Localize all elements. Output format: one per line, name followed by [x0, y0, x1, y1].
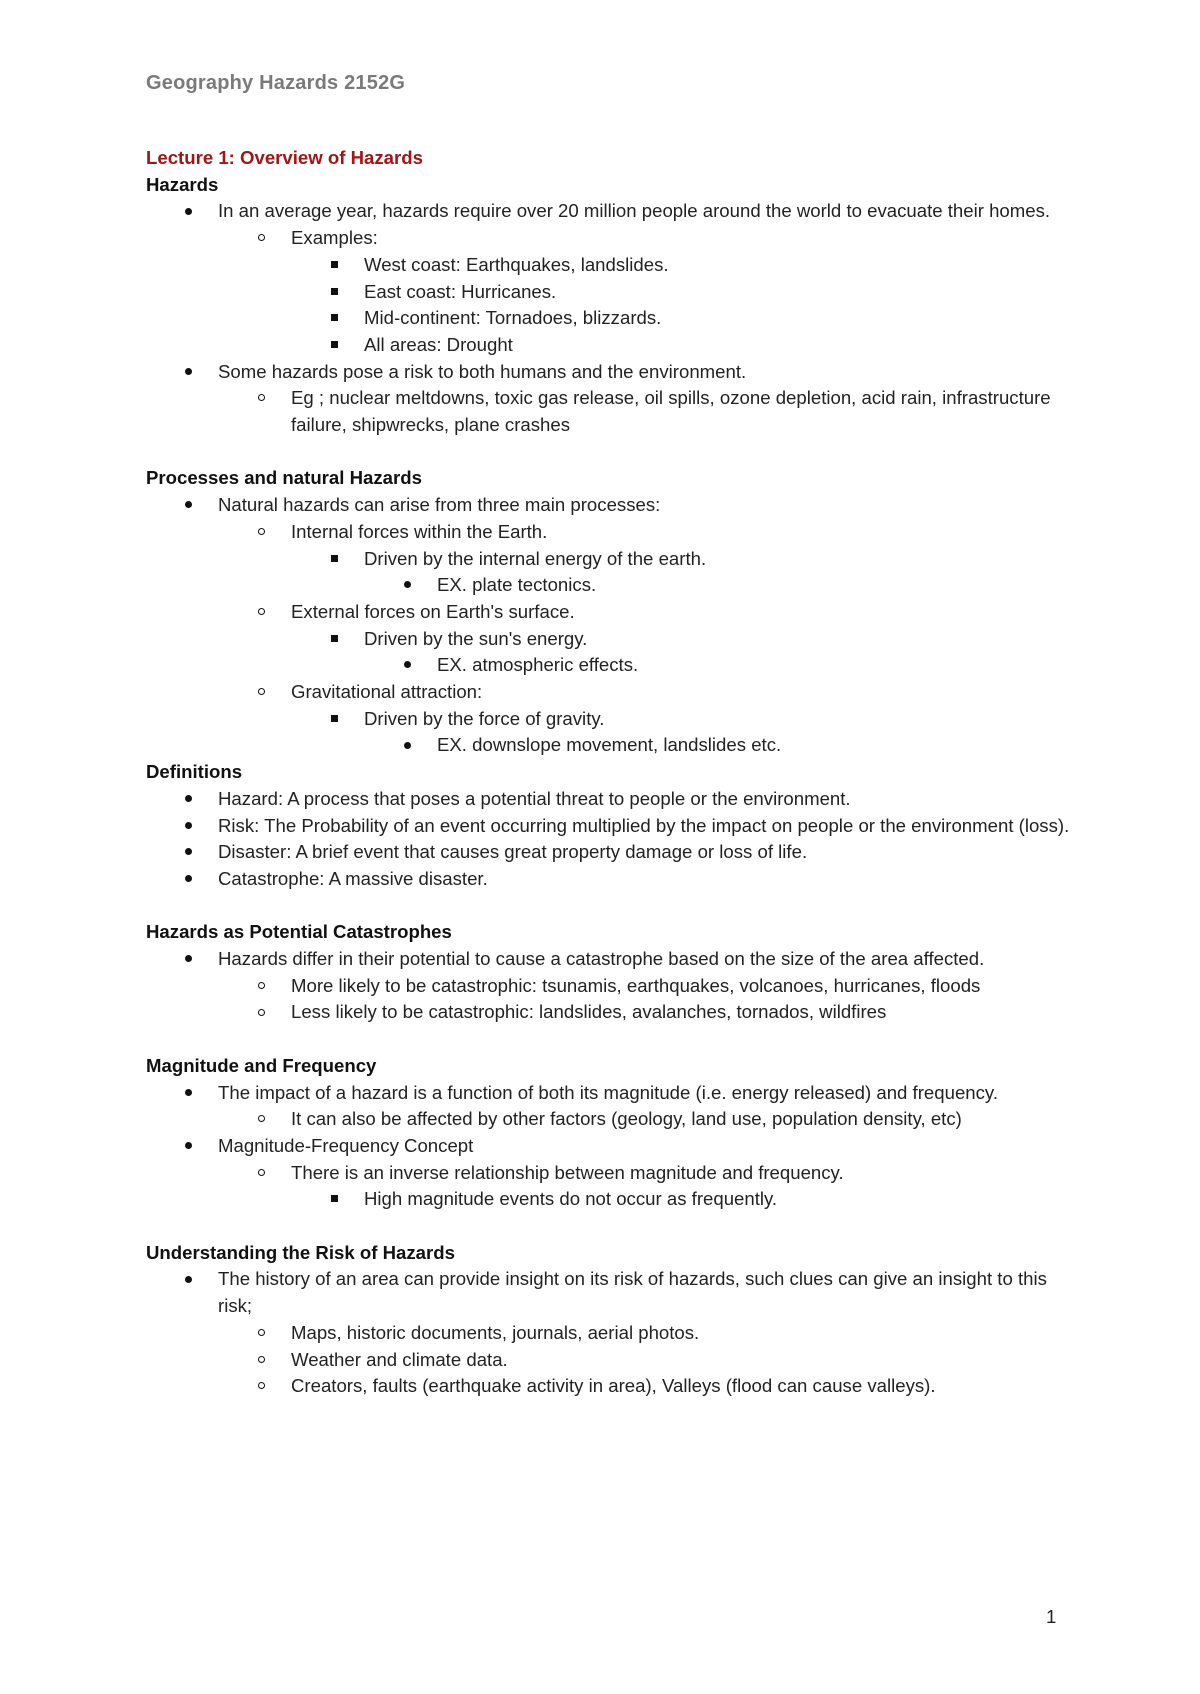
list-item-text: Weather and climate data. — [291, 1348, 508, 1370]
hollow-bullet-icon — [249, 1320, 273, 1347]
blank-line — [146, 439, 1076, 466]
list-item-text: East coast: Hurricanes. — [364, 280, 557, 302]
list-item-text: Driven by the sun's energy. — [364, 627, 588, 649]
blank-line — [146, 893, 1076, 920]
list-item — [146, 279, 1076, 306]
bullet-list — [146, 786, 1076, 893]
list-item — [146, 786, 1076, 813]
list-item — [146, 866, 1076, 893]
sections-container — [146, 172, 1076, 1400]
bullet-icon — [176, 866, 200, 893]
bullet-icon — [176, 198, 200, 225]
square-bullet-icon — [322, 279, 346, 306]
list-item-text: Driven by the internal energy of the earth. — [364, 547, 707, 569]
bullet-icon — [176, 492, 200, 519]
bullet-icon — [176, 786, 200, 813]
list-item-text: Internal forces within the Earth. — [291, 520, 548, 542]
list-item-text: High magnitude events do not occur as frequently. — [364, 1188, 778, 1210]
list-item — [146, 732, 1076, 759]
list-item — [146, 252, 1076, 279]
bullet-list — [146, 1080, 1076, 1214]
bullet-list — [146, 492, 1076, 759]
list-item-text: Less likely to be catastrophic: landslides, avalanches, tornados, wildfires — [291, 1001, 887, 1023]
square-bullet-icon — [322, 1186, 346, 1213]
page-header: Geography Hazards 2152G — [146, 72, 406, 94]
list-item — [146, 1133, 1076, 1160]
list-item — [146, 385, 1076, 438]
bullet-icon — [176, 813, 200, 840]
list-item — [146, 305, 1076, 332]
list-item-text: All areas: Drought — [364, 333, 513, 355]
section — [146, 919, 1076, 1053]
hollow-bullet-icon — [249, 973, 273, 1000]
list-item-text: Mid-continent: Tornadoes, blizzards. — [364, 307, 662, 329]
hollow-bullet-icon — [249, 1373, 273, 1400]
square-bullet-icon — [322, 626, 346, 653]
list-item — [146, 973, 1076, 1000]
list-item-text: EX. plate tectonics. — [437, 574, 597, 596]
list-item-text: More likely to be catastrophic: tsunamis, earthquakes, volcanoes, hurricanes, floods — [291, 974, 981, 996]
hollow-bullet-icon — [249, 1160, 273, 1187]
list-item — [146, 1106, 1076, 1133]
section-heading: Hazards as Potential Catastrophes — [146, 921, 452, 943]
bullet-icon — [395, 732, 419, 759]
section-heading: Processes and natural Hazards — [146, 467, 422, 489]
list-item — [146, 546, 1076, 573]
bullet-list — [146, 946, 1076, 1026]
bullet-list — [146, 1266, 1076, 1400]
list-item-text: Maps, historic documents, journals, aerial photos. — [291, 1321, 700, 1343]
lecture-title: Lecture 1: Overview of Hazards — [146, 147, 423, 168]
list-item — [146, 1160, 1076, 1187]
list-item-text: Driven by the force of gravity. — [364, 707, 605, 729]
list-item-text: The history of an area can provide insight on its risk of hazards, such clues can give an insight to this risk; — [218, 1268, 1047, 1317]
section-heading: Hazards — [146, 173, 219, 195]
list-item-text: Examples: — [291, 227, 378, 249]
square-bullet-icon — [322, 706, 346, 733]
list-item-text: In an average year, hazards require over 20 million people around the world to evacuate their homes. — [218, 200, 1051, 222]
bullet-icon — [176, 946, 200, 973]
bullet-icon — [176, 1133, 200, 1160]
list-item-text: Some hazards pose a risk to both humans and the environment. — [218, 360, 747, 382]
list-item-text: Gravitational attraction: — [291, 681, 483, 703]
blank-line — [146, 1026, 1076, 1053]
section — [146, 1240, 1076, 1400]
bullet-list — [146, 198, 1076, 438]
list-item — [146, 652, 1076, 679]
list-item-text: Risk: The Probability of an event occurring multiplied by the impact on people or the environment (loss). — [218, 814, 1070, 836]
list-item — [146, 492, 1076, 519]
section-heading: Understanding the Risk of Hazards — [146, 1241, 455, 1263]
list-item-text: Disaster: A brief event that causes great property damage or loss of life. — [218, 841, 808, 863]
list-item — [146, 999, 1076, 1026]
list-item — [146, 225, 1076, 252]
list-item-text: Eg ; nuclear meltdowns, toxic gas release, oil spills, ozone depletion, acid rain, infrastructure failure, shipwrecks, plane crashes — [291, 387, 1051, 436]
list-item — [146, 519, 1076, 546]
hollow-bullet-icon — [249, 225, 273, 252]
list-item-text: West coast: Earthquakes, landslides. — [364, 253, 669, 275]
section-heading: Definitions — [146, 761, 243, 783]
list-item — [146, 679, 1076, 706]
hollow-bullet-icon — [249, 1106, 273, 1133]
list-item — [146, 839, 1076, 866]
square-bullet-icon — [322, 546, 346, 573]
square-bullet-icon — [322, 332, 346, 359]
list-item — [146, 1266, 1076, 1319]
bullet-icon — [176, 1266, 200, 1293]
list-item — [146, 706, 1076, 733]
list-item — [146, 572, 1076, 599]
section — [146, 465, 1076, 759]
square-bullet-icon — [322, 252, 346, 279]
square-bullet-icon — [322, 305, 346, 332]
list-item-text: Catastrophe: A massive disaster. — [218, 867, 488, 889]
list-item — [146, 1373, 1076, 1400]
list-item — [146, 198, 1076, 225]
blank-line — [146, 1213, 1076, 1240]
list-item — [146, 1186, 1076, 1213]
section-heading: Magnitude and Frequency — [146, 1054, 377, 1076]
list-item-text: Magnitude-Frequency Concept — [218, 1134, 474, 1156]
bullet-icon — [395, 572, 419, 599]
list-item — [146, 946, 1076, 973]
list-item — [146, 626, 1076, 653]
hollow-bullet-icon — [249, 999, 273, 1026]
bullet-icon — [176, 359, 200, 386]
list-item-text: Natural hazards can arise from three main processes: — [218, 494, 661, 516]
bullet-icon — [176, 839, 200, 866]
list-item-text: Creators, faults (earthquake activity in area), Valleys (flood can cause valleys). — [291, 1375, 936, 1397]
list-item-text: Hazards differ in their potential to cause a catastrophe based on the size of the area affected. — [218, 948, 985, 970]
hollow-bullet-icon — [249, 679, 273, 706]
section — [146, 172, 1076, 466]
list-item-text: It can also be affected by other factors (geology, land use, population density, etc) — [291, 1108, 962, 1130]
section — [146, 1053, 1076, 1240]
list-item-text: There is an inverse relationship between magnitude and frequency. — [291, 1161, 844, 1183]
bullet-icon — [176, 1080, 200, 1107]
list-item-text: EX. downslope movement, landslides etc. — [437, 734, 782, 756]
list-item — [146, 1347, 1076, 1374]
list-item — [146, 359, 1076, 386]
list-item-text: EX. atmospheric effects. — [437, 654, 639, 676]
list-item — [146, 599, 1076, 626]
hollow-bullet-icon — [249, 599, 273, 626]
list-item-text: The impact of a hazard is a function of both its magnitude (i.e. energy released) and frequency. — [218, 1081, 999, 1103]
list-item — [146, 1320, 1076, 1347]
page-number: 1 — [1046, 1606, 1057, 1627]
section — [146, 759, 1076, 919]
list-item-text: Hazard: A process that poses a potential threat to people or the environment. — [218, 787, 851, 809]
hollow-bullet-icon — [249, 519, 273, 546]
document-body — [146, 145, 1076, 1400]
list-item-text: External forces on Earth's surface. — [291, 600, 575, 622]
hollow-bullet-icon — [249, 385, 273, 412]
hollow-bullet-icon — [249, 1347, 273, 1374]
list-item — [146, 332, 1076, 359]
list-item — [146, 1080, 1076, 1107]
bullet-icon — [395, 652, 419, 679]
list-item — [146, 813, 1076, 840]
